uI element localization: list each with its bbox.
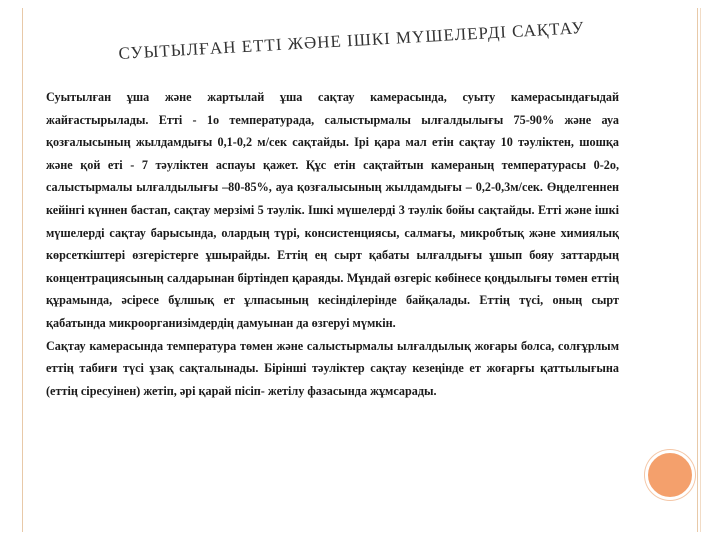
slide-title: СУЫТЫЛҒАН ЕТТІ ЖӘНЕ ІШКІ МҮШЕЛЕРДІ САҚТАУ [118, 17, 585, 63]
body-paragraph-1: Суытылған ұша және жартылай ұша сақтау камерасында, суыту камерасындағыдай жайғастырылады. Етті - 1о температурада, салыстырмалы ылғалдылығы 75-90% және ауа қозғалысының жылдамдығы 0,1-0,2 м/сек сақтайды. Ірі қара мал етін сақтау 10 тәуліктен, шошқа және қой еті - 7 тәуліктен аспауы қажет. Құс етін сақтайтын камераның температурасы 0-2о, салыстырмалы ылғалдылығы –80-85%, ауа қозғалысының жылдамдығы – 0,2-0,3м/сек. Өңделгеннен кейінгі күннен бастап, сақтау мерзімі 5 тәулік. Ішкі мүшелерді 3 тәулік бойы сақтайды. Етті және ішкі мүшелерді сақтау барысында, олардың түрі, консистенциясы, салмағы, микробтық және химиялық көрсеткіштері өзгерістерге ұшырайды. Еттің ең сырт қабаты ылғалдығы ұшып бояу заттардың концентрациясының салдарынан біртіндеп қараяды. Мұндай өзгеріс көбінесе қоңдылығы төмен еттің құрамында, әсіресе бұлшық ет ұлпасының кесінділерінде байқалады. Еттің түсі, оның сырт қабатында микроорганизімдердің дамуынан да өзгеруі мүмкін. [46, 90, 619, 330]
decorative-circle [645, 450, 695, 500]
slide-body [46, 86, 619, 402]
left-border-line [22, 8, 23, 532]
body-paragraph-2: Сақтау камерасында температура төмен және салыстырмалы ылғалдылық жоғары болса, солғұрлым еттің табиғи түсі ұзақ сақталынады. Бірінші тәуліктер сақтау кезеңінде ет жоғарғы қаттылығына (еттің сіресуінен) жетіп, әрі қарай пісіп- жетілу фазасында жұмсарады. [46, 338, 619, 398]
right-border-outer-line [700, 8, 701, 532]
right-border-line [697, 8, 698, 532]
